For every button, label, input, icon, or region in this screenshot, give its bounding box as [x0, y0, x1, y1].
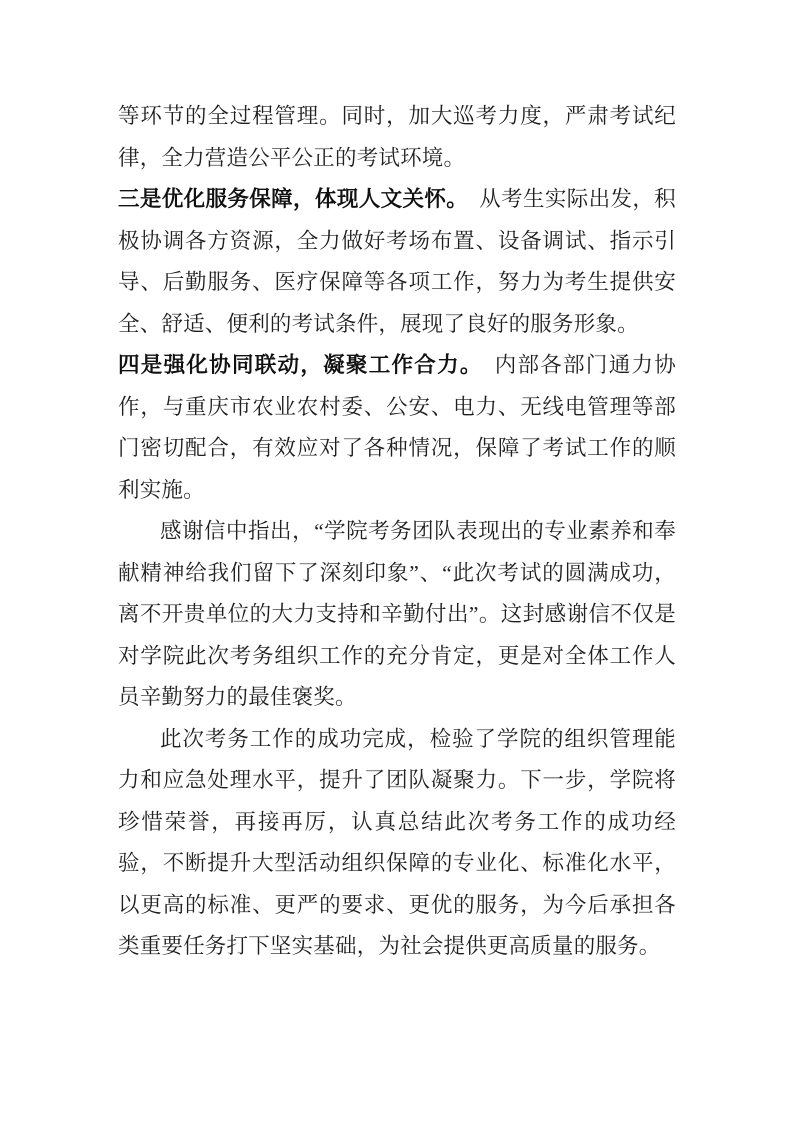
- paragraph-point-four: [118, 345, 676, 511]
- paragraph-continuation: [118, 96, 676, 179]
- paragraph-point-three: [118, 179, 676, 345]
- paragraph-text: 内部各部门通力协作，与重庆市农业农村委、公安、电力、无线电管理等部门密切配合，有效应对了各种情况，保障了考试工作的顺利实施。: [118, 353, 676, 502]
- paragraph-lead-bold: 三是优化服务保障，体现人文关怀。: [118, 187, 458, 211]
- paragraph-text: 从考生实际出发，积极协调各方资源，全力做好考场布置、设备调试、指示引导、后勤服务、医疗保障等各项工作，努力为考生提供安全、舒适、便利的考试条件，展现了良好的服务形象。: [118, 187, 676, 336]
- paragraph-thanks-letter: [118, 511, 676, 719]
- paragraph-text: 此次考务工作的成功完成，检验了学院的组织管理能力和应急处理水平，提升了团队凝聚力。下一步，学院将珍惜荣誉，再接再厉，认真总结此次考务工作的成功经验，不断提升大型活动组织保障的专业化、标准化水平，以更高的标准、更严的要求、更优的服务，为今后承担各类重要任务打下坚实基础，为社会提供更高质量的服务。: [118, 726, 676, 958]
- paragraph-conclusion: [118, 719, 676, 968]
- paragraph-text: 等环节的全过程管理。同时，加大巡考力度，严肃考试纪律，全力营造公平公正的考试环境。: [118, 104, 676, 170]
- paragraph-lead-bold: 四是强化协同联动，凝聚工作合力。: [118, 353, 472, 377]
- document-body: [118, 96, 676, 968]
- paragraph-text: 感谢信中指出，“学院考务团队表现出的专业素养和奉献精神给我们留下了深刻印象”、“此次考试的圆满成功，离不开贵单位的大力支持和辛勤付出”。这封感谢信不仅是对学院此次考务组织工作的充分肯定，更是对全体工作人员辛勤努力的最佳褒奖。: [118, 519, 676, 709]
